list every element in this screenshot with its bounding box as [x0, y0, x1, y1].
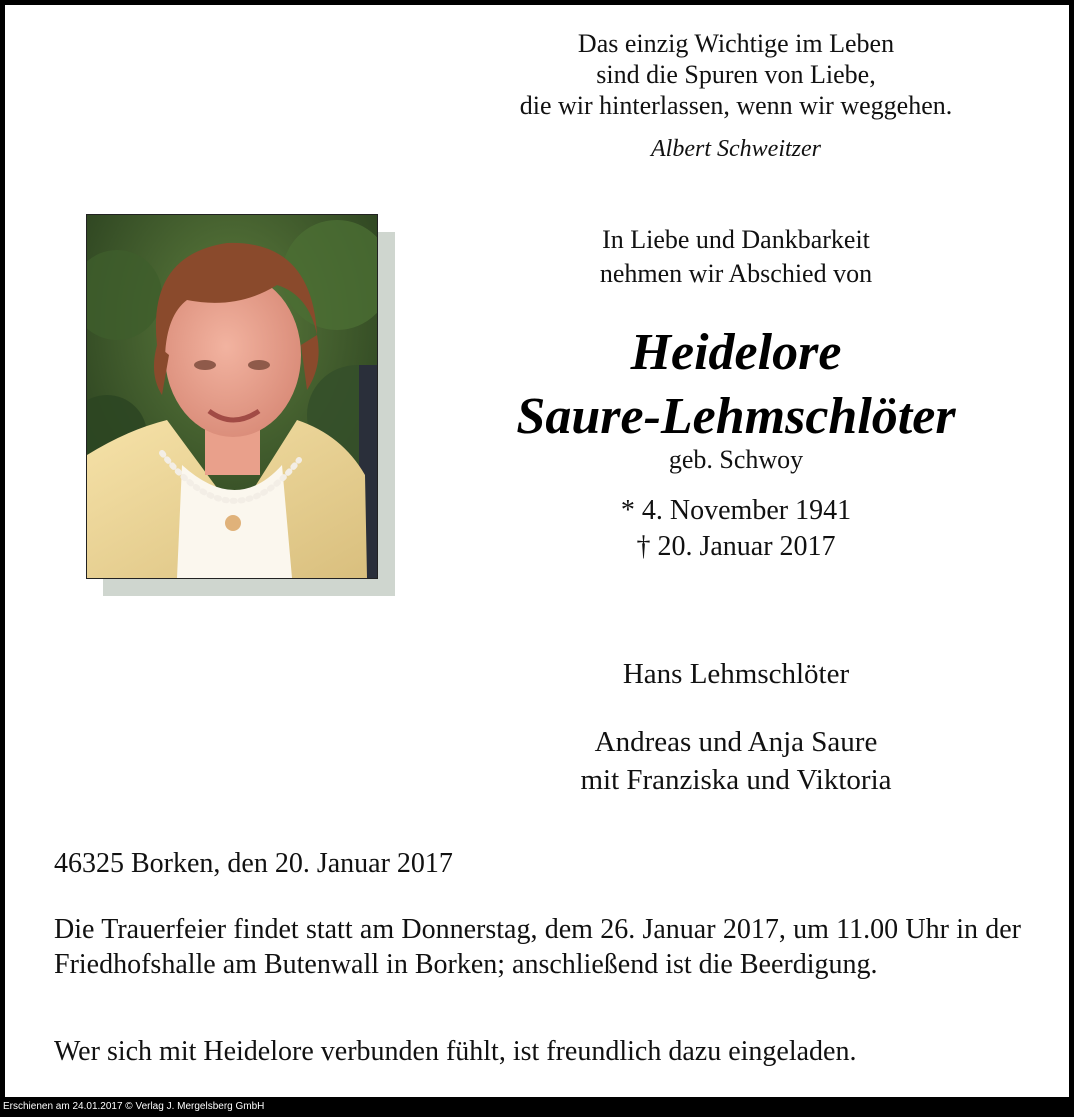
motto-quote: [403, 28, 1069, 121]
motto-line: sind die Spuren von Liebe,: [596, 60, 876, 89]
obituary-card: [5, 5, 1069, 1097]
mourner-group-2: [403, 723, 1069, 799]
deceased-name: [403, 321, 1069, 449]
service-notice: Die Trauerfeier findet statt am Donnerstag, dem 26. Januar 2017, um 11.00 Uhr in der Friedhofshalle am Butenwall in Borken; anschließend ist die Beerdigung.: [54, 914, 1021, 980]
deceased-last-name: Saure-Lehmschlöter: [516, 388, 956, 445]
mourner-group-1: [403, 658, 1069, 691]
intro-line: nehmen wir Abschied von: [599, 259, 873, 288]
publication-credit: Erschienen am 24.01.2017 © Verlag J. Mergelsberg GmbH: [3, 1101, 265, 1112]
mourner-line: mit Franziska und Viktoria: [580, 764, 892, 796]
intro-line: In Liebe und Dankbarkeit: [602, 225, 870, 254]
motto-line: Das einzig Wichtige im Leben: [577, 29, 895, 58]
death-date: † 20. Januar 2017: [636, 531, 836, 562]
birth-date: * 4. November 1941: [620, 495, 852, 526]
deceased-first-name: Heidelore: [630, 324, 842, 381]
portrait-photo: [86, 214, 378, 579]
mourner-line: Andreas und Anja Saure: [594, 726, 878, 758]
motto-line: die wir hinterlassen, wenn wir weggehen.: [519, 91, 953, 120]
invitation-text: Wer sich mit Heidelore verbunden fühlt, ist freundlich dazu eingeladen.: [54, 1036, 857, 1067]
mourner-line: Hans Lehmschlöter: [622, 658, 850, 690]
life-dates: [403, 493, 1069, 565]
motto-author: Albert Schweitzer: [651, 136, 821, 162]
place-date: 46325 Borken, den 20. Januar 2017: [54, 848, 453, 879]
intro-text: [403, 223, 1069, 291]
birth-name: geb. Schwoy: [668, 445, 804, 474]
